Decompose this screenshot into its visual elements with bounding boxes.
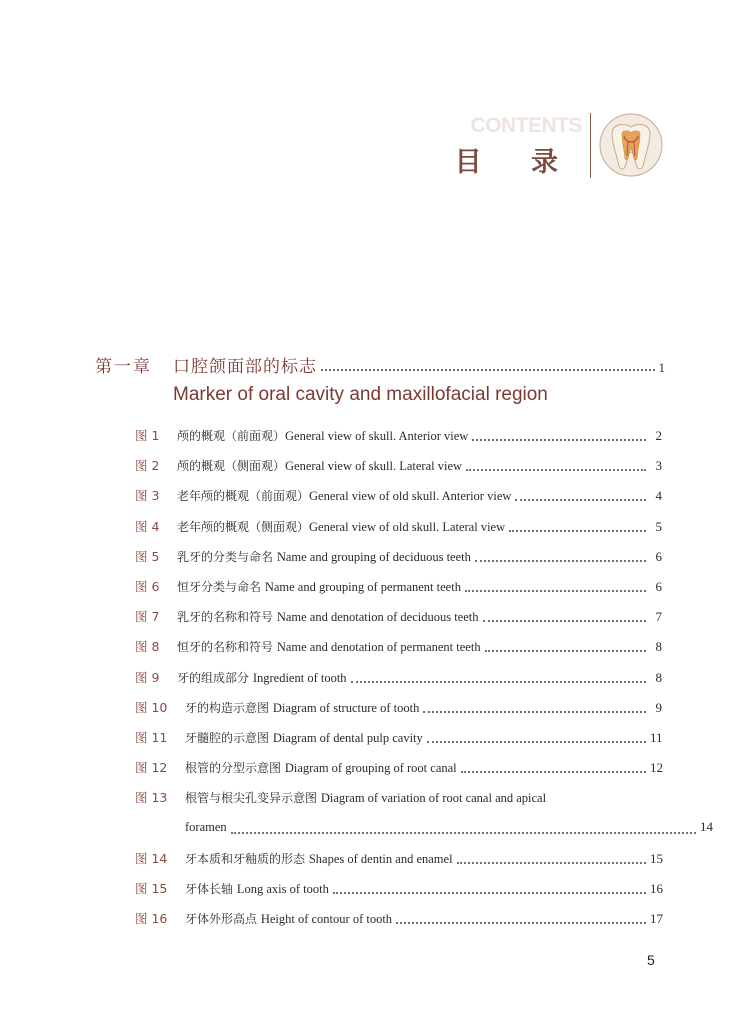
entry-page: 16: [650, 881, 663, 896]
entry-title-en: Ingredient of tooth: [252, 670, 347, 685]
entry-title: [177, 487, 511, 504]
toc-entry[interactable]: [135, 486, 662, 508]
entry-title: [177, 518, 505, 535]
entry-page: 17: [650, 911, 663, 927]
toc-entry[interactable]: [135, 849, 662, 871]
figure-number: 图 7: [135, 609, 160, 625]
entry-page: 4: [655, 488, 662, 504]
dot-leader: [333, 891, 646, 894]
entry-title-en: General view of old skull. Lateral view: [309, 519, 506, 534]
entry-title-en: Name and grouping of deciduous teeth: [276, 549, 471, 564]
chapter-heading: [95, 352, 665, 406]
entry-page: 7: [655, 609, 662, 625]
entry-page: 3: [655, 458, 662, 474]
entry-page: 6: [655, 579, 662, 594]
entry-title-cn: 牙的构造示意图: [185, 700, 273, 715]
entry-title-en: Shapes of dentin and enamel: [308, 851, 453, 866]
entry-title: [177, 638, 481, 655]
page-title: 目 录: [454, 147, 578, 178]
figure-number: 图 6: [135, 579, 160, 594]
figure-number: 图 8: [135, 639, 160, 655]
entry-title: [177, 457, 462, 474]
toc-entry[interactable]: [135, 909, 662, 931]
chapter-title-cn: 口腔颌面部的标志: [173, 357, 317, 377]
entry-title-cn: 恒牙的名称和符号: [177, 640, 277, 655]
entry-title-cn: 根管的分型示意图: [185, 761, 285, 776]
dot-leader: [461, 770, 646, 773]
toc-entry[interactable]: [135, 456, 662, 478]
toc-entry[interactable]: [135, 819, 712, 841]
toc-entry[interactable]: [135, 879, 662, 901]
entry-page: 15: [650, 850, 663, 866]
entry-title-cn: 恒牙分类与命名: [177, 580, 265, 594]
figure-number: 图 11: [135, 730, 168, 745]
chapter-number: 第一章: [95, 357, 152, 377]
entry-title-en: foramen: [185, 819, 227, 834]
figure-number: 图 9: [135, 669, 160, 685]
entry-title: [185, 729, 423, 746]
entry-page: 11: [650, 730, 663, 745]
toc-entry[interactable]: [135, 547, 662, 569]
toc-entry[interactable]: [135, 668, 662, 690]
entry-title-cn: 老年颅的概观（侧面观）: [177, 519, 310, 534]
entry-title-en: Height of contour of tooth: [260, 912, 393, 927]
tooth-icon: [598, 112, 664, 178]
dot-leader: [321, 368, 655, 371]
dot-leader: [483, 619, 646, 622]
entry-title-cn: 牙髓腔的示意图: [185, 731, 273, 745]
figure-number: 图 5: [135, 548, 160, 564]
figure-number: 图 16: [135, 911, 168, 927]
figure-number: 图 15: [135, 881, 168, 896]
toc-entry[interactable]: [135, 577, 662, 599]
dot-leader: [423, 710, 646, 713]
entry-title-en: General view of skull. Anterior view: [285, 429, 469, 443]
entry-title: [185, 699, 419, 716]
entry-title-cn: 颅的概观（前面观）: [177, 429, 286, 443]
toc-entry[interactable]: [135, 607, 662, 629]
entry-title-cn: 颅的概观（侧面观）: [177, 459, 286, 474]
entry-page: 9: [655, 699, 662, 715]
entry-title-en: Diagram of variation of root canal and apical: [320, 791, 547, 806]
entry-title-cn: 老年颅的概观（前面观）: [177, 489, 310, 504]
entry-page: 5: [655, 518, 662, 534]
entry-title-cn: 牙本质和牙釉质的形态: [185, 851, 309, 866]
dot-leader: [396, 921, 646, 924]
dot-leader: [515, 498, 646, 501]
entry-title: [177, 578, 461, 595]
page-number: 5: [647, 952, 655, 968]
entry-title: [177, 427, 468, 444]
entry-title-en: Diagram of grouping of root canal: [284, 761, 457, 776]
entry-title-en: Diagram of structure of tooth: [272, 700, 420, 715]
entry-title-cn: 牙体长轴: [185, 882, 237, 896]
toc-entry[interactable]: [135, 788, 662, 810]
entry-page: 12: [650, 760, 663, 776]
entry-title-en: General view of old skull. Anterior view: [309, 489, 512, 504]
entry-page: 6: [655, 548, 662, 564]
dot-leader: [351, 680, 646, 683]
entry-page: 2: [655, 428, 662, 443]
contents-word: CONTENTS: [470, 114, 582, 137]
entry-title: [177, 608, 479, 625]
figure-number: 图 12: [135, 760, 168, 776]
dot-leader: [472, 438, 646, 441]
figure-number: 图 1: [135, 428, 160, 443]
figure-number: 图 10: [135, 699, 168, 715]
entry-title: [185, 820, 227, 835]
entry-title: [185, 850, 453, 867]
entry-title: [177, 548, 471, 565]
dot-leader: [457, 861, 646, 864]
toc-entry[interactable]: [135, 426, 662, 448]
toc-entry[interactable]: [135, 637, 662, 659]
entry-title-en: Name and denotation of permanent teeth: [276, 640, 481, 655]
entry-title-cn: 牙体外形高点: [185, 912, 261, 927]
header-divider: [590, 113, 591, 178]
entry-title-cn: 乳牙的分类与命名: [177, 549, 277, 564]
chapter-page: 1: [658, 360, 665, 375]
entry-title-en: Name and denotation of deciduous teeth: [276, 610, 479, 625]
entry-title-cn: 牙的组成部分: [177, 670, 253, 685]
entry-title: [185, 759, 457, 776]
figure-number: 图 2: [135, 458, 160, 474]
entry-title: [185, 789, 546, 806]
toc-entry[interactable]: [135, 758, 662, 780]
dot-leader: [485, 649, 646, 652]
entry-title-cn: 根管与根尖孔变异示意图: [185, 791, 321, 806]
dot-leader: [509, 529, 646, 532]
dot-leader: [231, 831, 696, 834]
entry-page: 14: [700, 818, 713, 834]
dot-leader: [465, 589, 646, 592]
entry-title-en: Long axis of tooth: [236, 882, 329, 896]
toc-entry[interactable]: [135, 698, 662, 720]
toc-entry[interactable]: [135, 728, 662, 750]
figure-number: 图 3: [135, 488, 160, 504]
entry-page: 8: [655, 639, 662, 655]
dot-leader: [427, 740, 646, 743]
entry-page: 8: [655, 669, 662, 685]
figure-number: 图 4: [135, 518, 160, 534]
entry-title-cn: 乳牙的名称和符号: [177, 610, 277, 625]
chapter-title-en: Marker of oral cavity and maxillofacial region: [173, 384, 548, 405]
entry-title: [185, 880, 329, 897]
dot-leader: [466, 468, 646, 471]
entry-title: [177, 669, 347, 686]
entry-title-en: Diagram of dental pulp cavity: [272, 731, 423, 745]
entry-title-en: Name and grouping of permanent teeth: [264, 580, 461, 594]
entry-title: [185, 910, 392, 927]
dot-leader: [475, 559, 646, 562]
contents-header: [430, 100, 670, 190]
figure-number: 图 14: [135, 850, 168, 866]
figure-number: 图 13: [135, 790, 168, 806]
entry-title-en: General view of skull. Lateral view: [285, 459, 463, 474]
toc-entry[interactable]: [135, 517, 662, 539]
chapter-row: [95, 352, 665, 380]
